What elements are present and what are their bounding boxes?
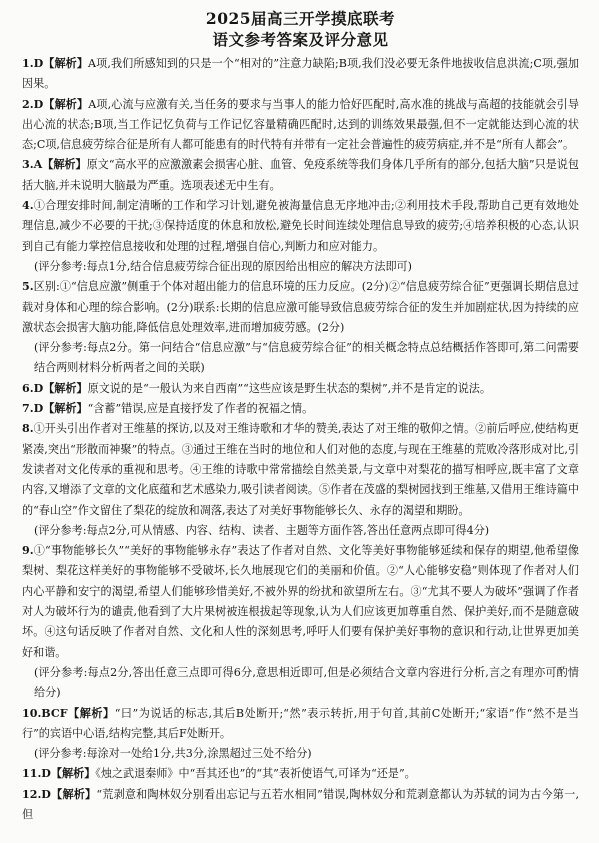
answer-text: “曰”为说话的标志,其后B处断开;“然”表示转折,用于句首,其前C处断开;“家语”作“然不是当行”的宾语中心语,结构完整,其后F处断开。	[22, 706, 579, 740]
answer-number: 9.	[22, 544, 34, 558]
answer-number: 6.D	[22, 381, 44, 395]
answer-number: 12.D	[22, 787, 51, 801]
answer-text: 区别:①“信息应激”侧重于个体对超出能力的信息环境的压力反应。(2分)②“信息疲劳综合征”更强调长期信息过载对身体和心理的综合影响。(2分)联系:长期的信息应激可能导致信息疲劳综合征的发生并加剧症状,因为持续的应激状态会损害大脑功能,降低信息处理效率,进而增加疲劳感。(2分)	[22, 280, 579, 334]
analysis-tag: 【解析】	[43, 381, 88, 395]
answer-text: ①开头引出作者对王维墓的探访,以及对王维诗歌和才华的赞美,表达了对王维的敬仰之情。②前后呼应,使结构更紧凑,突出“形散而神聚”的特点。③通过王维在当时的地位和人们对他的态度,与现在王维墓的荒败冷落形成对比,引发读者对文化传承的重视和思考。④王维的诗歌中常常描绘自然美景,与文章中对梨花的描写相呼应,既丰富了文章内容,又增添了文章的文化底蕴和艺术感染力,吸引读者阅读。⑤作者在茂盛的梨树园找到王维墓,又借用王维诗篇中的“春山空”作文留住了梨花的绽放和凋落,表达了对美好事物能够长久、永存的渴望和期盼。	[22, 422, 579, 517]
analysis-tag: 【解析】	[43, 97, 89, 111]
answer-list	[22, 54, 579, 825]
answer-number: 3.A	[22, 158, 43, 172]
answer-text: 原文“高水平的应激激素会损害心脏、血管、免疫系统等我们身体几乎所有的部分,包括大脑”只是说包括大脑,并未说明大脑最为严重。选项表述无中生有。	[22, 158, 579, 192]
analysis-tag: 【解析】	[50, 767, 96, 781]
scoring-note: (评分参考:每点2分,答出任意三点即可得6分,意思相近即可,但是必须结合文章内容进行分析,言之有理亦可酌情给分)	[34, 665, 579, 700]
page-subtitle: 语文参考答案及评分意见	[212, 30, 389, 49]
answer-item	[22, 155, 579, 196]
scoring-note: (评分参考:每点2分,可从情感、内容、结构、读者、主题等方面作答,答出任意两点即可得4分)	[34, 523, 490, 537]
answer-item	[22, 95, 579, 156]
answer-text: A项,心流与应激有关,当任务的要求与当事人的能力恰好匹配时,高水准的挑战与高超的技能就会引导出心流的状态;B项,当工作记忆负荷与工作记忆容量精确匹配时,达到的训练效果最强,但不一定就能达到心流的状态;C项,信息疲劳综合征是所有人都可能患有的时代特有并带有一定社会普遍性的疲劳病症,并不是“所有人都会”。	[22, 97, 579, 152]
answer-item	[22, 196, 579, 257]
scoring-note: (评分参考:每涂对一处给1分,共3分,涂黑超过三处不给分)	[34, 747, 312, 761]
answer-number: 4.	[22, 199, 34, 213]
answer-item	[22, 399, 579, 419]
answer-item	[22, 54, 579, 95]
answer-text: ①合理安排时间,制定清晰的工作和学习计划,避免被海量信息无序地冲击;②利用技术手段,帮助自己更有效地处理信息,减少不必要的干扰;③保持适度的休息和放松,避免长时间连续处理信息导致的疲劳;④培养积极的心态,认识到自己有能力掌控信息接收和处理的过程,增强自信心,判断力和应对能力。	[22, 199, 579, 253]
answer-text: 原文说的是“一般认为来自西南”“这些应该是野生状态的梨树”,并不是肯定的说法。	[87, 381, 491, 395]
analysis-tag: 【解析】	[42, 158, 87, 172]
answer-item	[22, 704, 579, 745]
answer-item	[22, 764, 579, 784]
analysis-tag: 【解析】	[43, 402, 88, 416]
scoring-note: (评分参考:每点1分,结合信息疲劳综合征出现的原因给出相应的解决方法即可)	[34, 259, 412, 273]
answer-number: 10.BCF	[22, 706, 68, 720]
page-title: 2025届高三开学摸底联考	[205, 9, 396, 28]
analysis-tag: 【解析】	[50, 787, 97, 801]
answer-number: 1.D	[22, 57, 44, 70]
answer-item	[22, 419, 579, 520]
answer-text: ①“事物能够长久”“美好的事物能够永存”表达了作者对自然、文化等美好事物能够延续和保存的期望,他希望像梨树、梨花这样美好的事物能够不受破坏,长久地展现它们的美丽和价值。②“人心能够安稳”则体现了作者对人们内心平静和安宁的渴望,希望人们能够珍惜美好,不被外界的纷扰和欲望所左右。③“尤其不要人为破坏”强调了作者对人为破坏行为的谴责,他看到了大片果树被连根拔起等现象,认为人们应该更加尊重自然、保护美好,而不是随意破坏。④这句话反映了作者对自然、文化和人性的深刻思考,呼吁人们要有保护美好事物的意识和行动,让世界更加美好和谐。	[22, 544, 579, 659]
answer-item	[22, 379, 579, 399]
scoring-note: (评分参考:每点2分。第一问结合“信息应激”与“信息疲劳综合征”的相关概念特点总结概括作答即可,第二问需要结合两则材料分析两者之间的关联)	[34, 341, 579, 375]
answer-number: 7.D	[22, 402, 44, 416]
answer-text: 《烛之武退秦师》中“吾其还也”的“其”表祈使语气,可译为“还是”。	[95, 767, 416, 781]
answer-text: “荒剥意和陶林奴分别看出忘记与五若水相同”错误,陶林奴分和荒剥意都认为苏轼的词为古今第一,但	[22, 787, 579, 821]
analysis-tag: 【解析】	[43, 57, 89, 70]
analysis-tag: 【解析】	[67, 706, 115, 720]
answer-item	[22, 541, 579, 663]
answer-number: 2.D	[22, 97, 44, 111]
answer-number: 8.	[22, 422, 34, 436]
answer-number: 11.D	[22, 767, 51, 781]
answer-text: “含蓄”错误,应是直接抒发了作者的祝福之情。	[87, 402, 314, 416]
answer-item	[22, 785, 579, 826]
answer-text: A项,我们所感知到的只是一个“相对的”注意力缺陷;B项,我们没必要无条件地拔收信息洪流;C项,强加因果。	[22, 57, 579, 91]
answer-item	[22, 277, 579, 338]
answer-number: 5.	[22, 280, 34, 294]
